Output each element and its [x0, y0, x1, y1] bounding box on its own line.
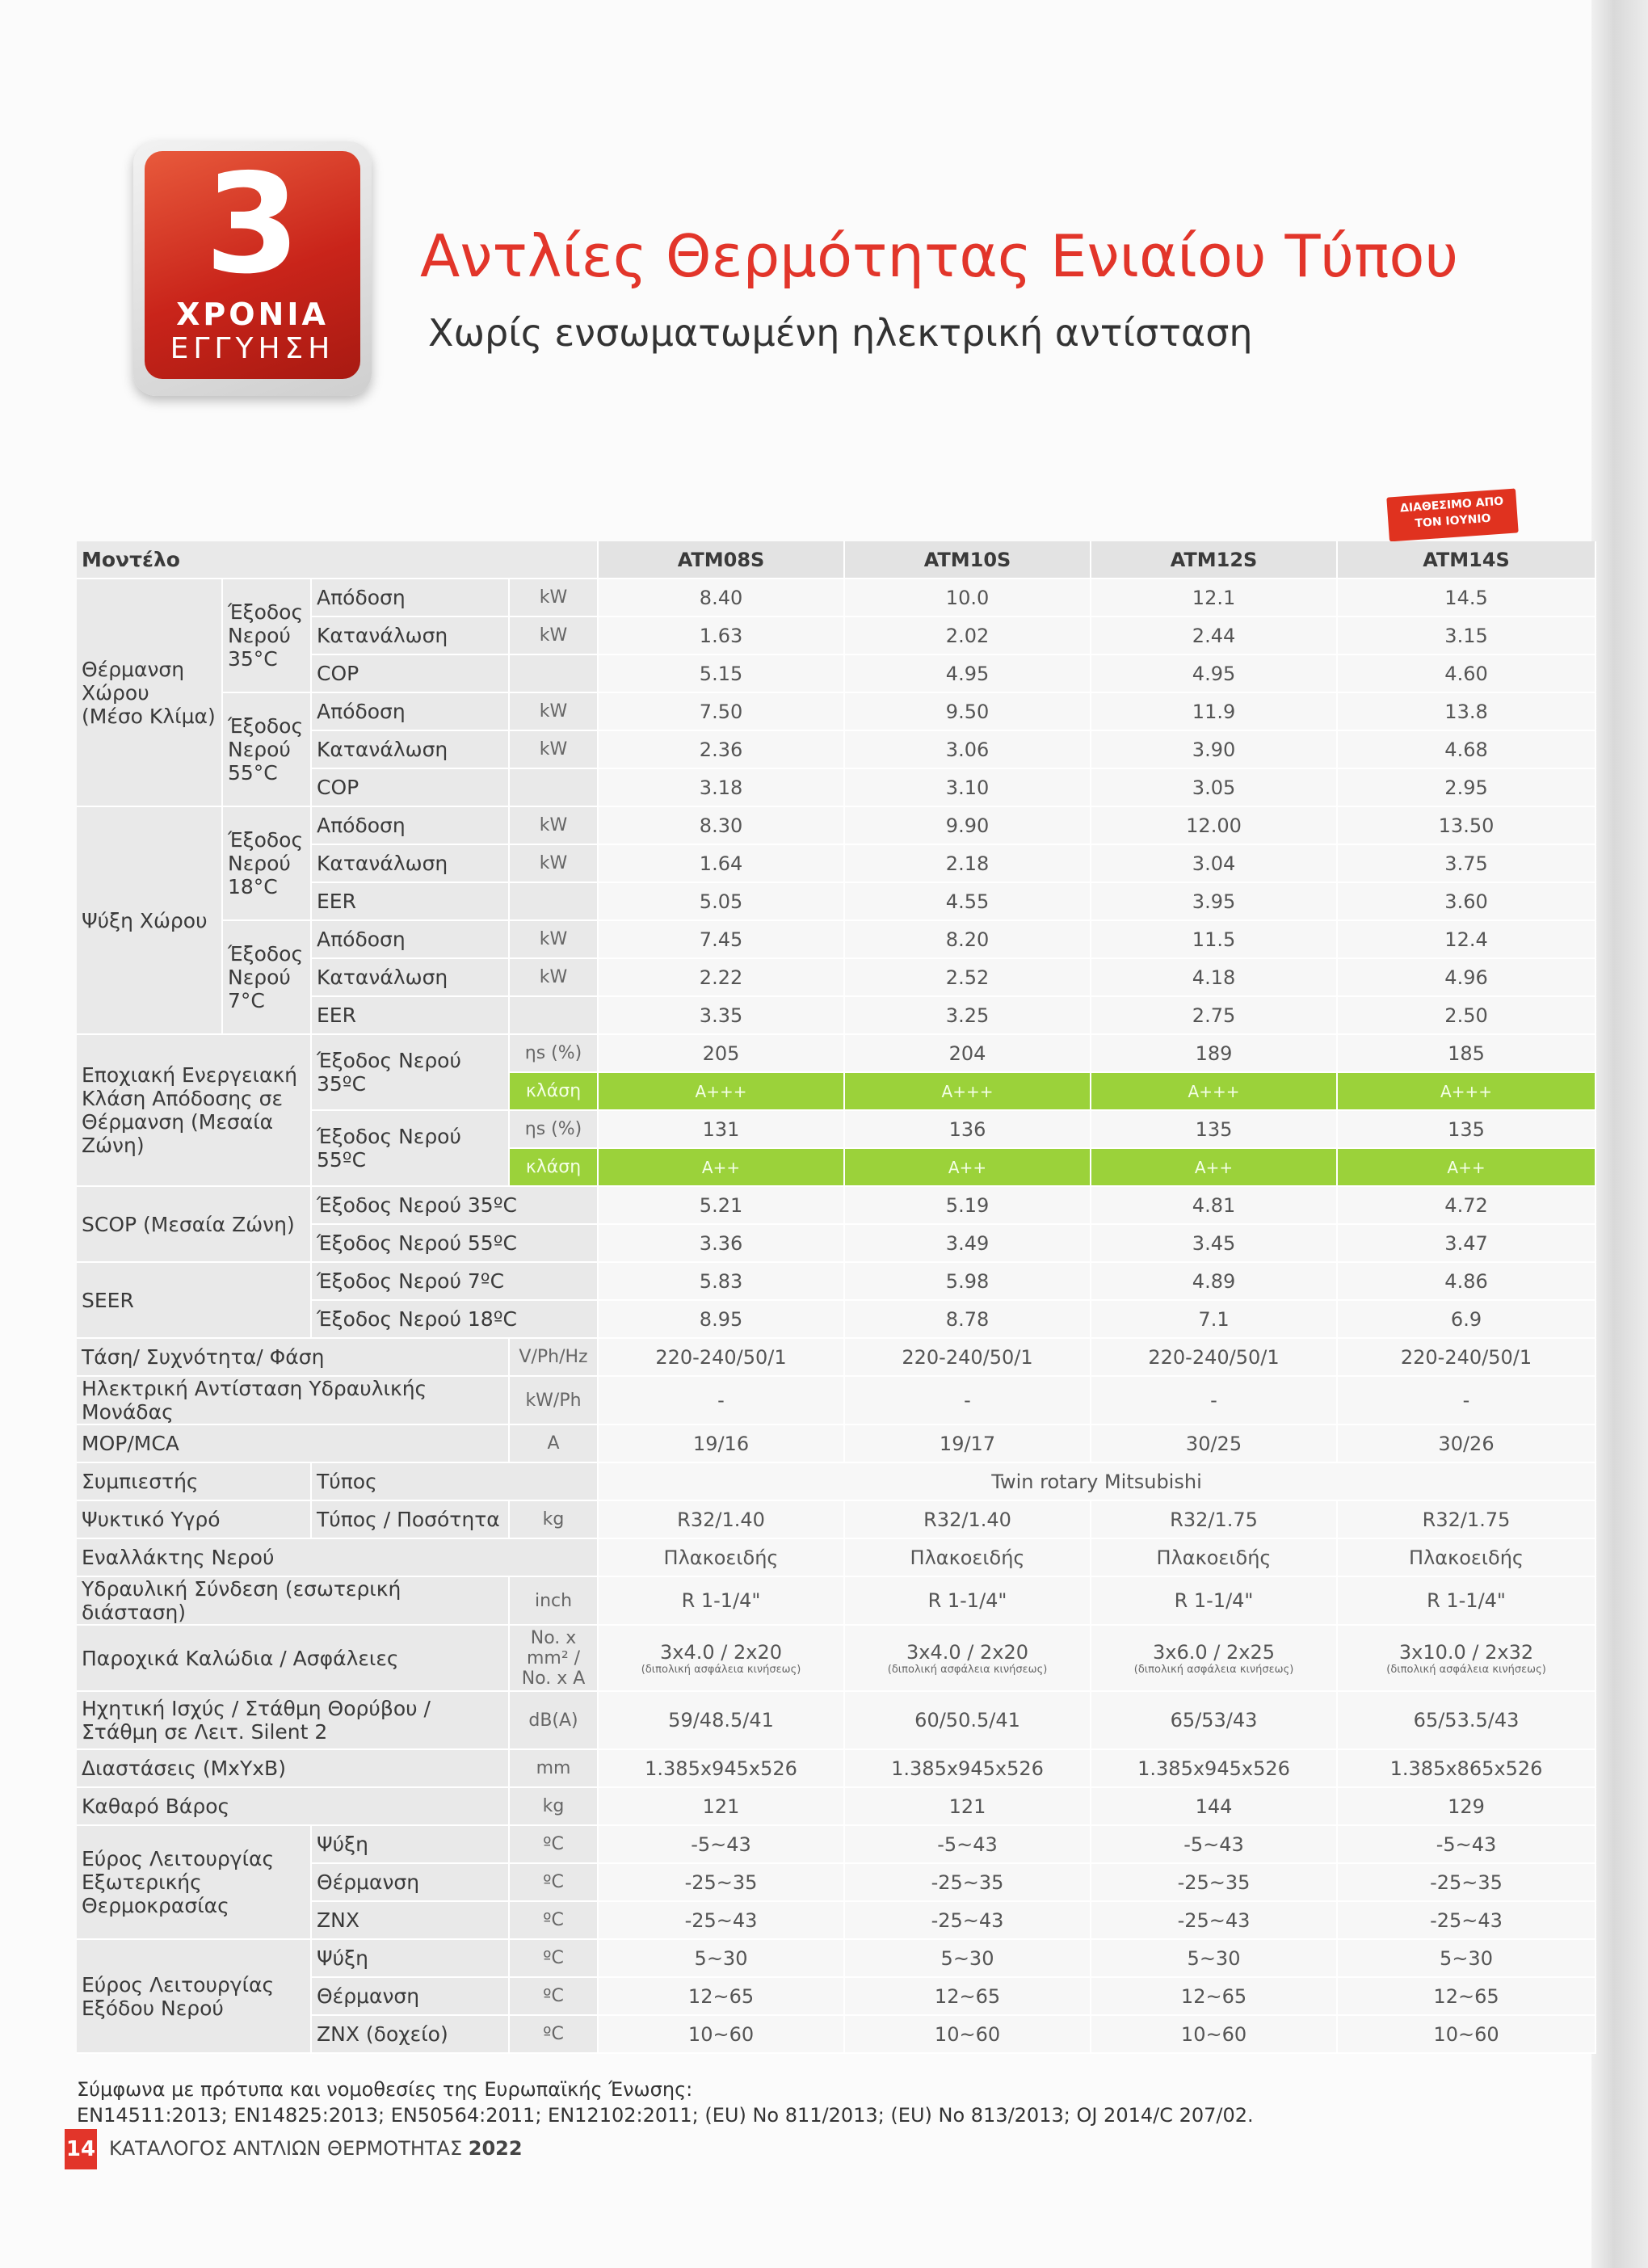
- value-cell: Πλακοειδής: [1337, 1538, 1595, 1576]
- value-cell: -25~43: [598, 1901, 844, 1939]
- water-outlet-label: Έξοδος Νερού 35°C: [222, 579, 311, 692]
- water-outlet-label: Έξοδος Νερού 55ºC: [311, 1110, 509, 1186]
- page-subtitle: Χωρίς ενσωματωμένη ηλεκτρική αντίσταση: [428, 311, 1253, 355]
- parameter-name: Κατανάλωση: [311, 958, 509, 996]
- value-cell: 1.385x945x526: [1091, 1749, 1337, 1787]
- value-cell: 11.9: [1091, 692, 1337, 730]
- value-cell: R32/1.75: [1337, 1500, 1595, 1538]
- value-cell: 135: [1091, 1110, 1337, 1148]
- parameter-name: Διαστάσεις (ΜxΥxΒ): [77, 1749, 509, 1787]
- value-cell: A++: [598, 1148, 844, 1186]
- parameter-name: Εναλλάκτης Νερού: [77, 1538, 598, 1576]
- parameter-name: Θέρμανση: [311, 1863, 509, 1901]
- value-cell: 129: [1337, 1787, 1595, 1825]
- unit-cell: κλάση: [509, 1148, 598, 1186]
- parameter-name: COP: [311, 654, 509, 692]
- value-cell: 2.22: [598, 958, 844, 996]
- table-row: [77, 920, 1595, 958]
- parameter-name: Απόδοση: [311, 806, 509, 844]
- value-cell: 9.90: [844, 806, 1091, 844]
- value-cell: 5.19: [844, 1186, 1091, 1224]
- catalog-year: 2022: [468, 2137, 523, 2160]
- value-cell: 3.45: [1091, 1224, 1337, 1262]
- value-cell: 12~65: [1091, 1977, 1337, 2015]
- parameter-name: Υδραυλική Σύνδεση (εσωτερική διάσταση): [77, 1576, 509, 1625]
- unit-cell: A: [509, 1424, 598, 1462]
- value-cell: 13.50: [1337, 806, 1595, 844]
- unit-cell: kW: [509, 579, 598, 616]
- value-cell: 1.385x865x526: [1337, 1749, 1595, 1787]
- value-cell: 8.40: [598, 579, 844, 616]
- value-cell: A+++: [1091, 1072, 1337, 1110]
- value-cell: 3.90: [1091, 730, 1337, 768]
- group-label: Ψύξη Χώρου: [77, 806, 222, 1034]
- footnote-line1: Σύμφωνα με πρότυπα και νομοθεσίες της Ευρωπαϊκής Ένωσης:: [77, 2078, 693, 2101]
- unit-cell: ºC: [509, 1901, 598, 1939]
- cable-value: 3x4.0 / 2x20: [906, 1640, 1029, 1664]
- parameter-name: Παροχικά Καλώδια / Ασφάλειες: [77, 1625, 509, 1691]
- parameter-name: Καθαρό Βάρος: [77, 1787, 509, 1825]
- value-cell: 136: [844, 1110, 1091, 1148]
- value-cell: 220-240/50/1: [598, 1338, 844, 1376]
- parameter-name: Ψύξη: [311, 1939, 509, 1977]
- parameter-name: MOP/MCA: [77, 1424, 509, 1462]
- scop-label: SCOP (Μεσαία Ζώνη): [77, 1186, 311, 1262]
- value-cell: 205: [598, 1034, 844, 1072]
- value-cell: 65/53/43: [1091, 1691, 1337, 1749]
- value-cell: 4.96: [1337, 958, 1595, 996]
- page-number: 14: [65, 2129, 97, 2169]
- cable-note: (διπολική ασφάλεια κινήσεως): [1133, 1663, 1294, 1676]
- value-cell: 10~60: [1337, 2015, 1595, 2053]
- availability-line2: ΤΟΝ ΙΟΥΝΙΟ: [1415, 511, 1492, 531]
- water-outlet-label: Έξοδος Νερού 18°C: [222, 806, 311, 920]
- parameter-name: Έξοδος Νερού 7ºC: [311, 1262, 598, 1300]
- unit-cell: [509, 882, 598, 920]
- value-cell: -: [1091, 1376, 1337, 1424]
- cable-note: (διπολική ασφάλεια κινήσεως): [887, 1663, 1048, 1676]
- availability-ribbon: [1386, 488, 1518, 541]
- group-label: Θέρμανση Χώρου (Μέσο Κλίμα): [77, 579, 222, 806]
- value-cell: 10~60: [598, 2015, 844, 2053]
- value-cell: 19/16: [598, 1424, 844, 1462]
- value-cell: 2.75: [1091, 996, 1337, 1034]
- unit-cell: kW: [509, 692, 598, 730]
- value-cell: -25~43: [844, 1901, 1091, 1939]
- parameter-name: ZNX (δοχείο): [311, 2015, 509, 2053]
- value-cell: 220-240/50/1: [1337, 1338, 1595, 1376]
- value-cell: 3.49: [844, 1224, 1091, 1262]
- table-row: [77, 1034, 1595, 1072]
- value-cell: 3.36: [598, 1224, 844, 1262]
- value-cell: 2.95: [1337, 768, 1595, 806]
- model-header: ATM10S: [844, 541, 1091, 579]
- unit-cell: kg: [509, 1787, 598, 1825]
- value-cell: 30/25: [1091, 1424, 1337, 1462]
- value-cell: Πλακοειδής: [844, 1538, 1091, 1576]
- table-row: [77, 1625, 1595, 1691]
- unit-cell: kW: [509, 844, 598, 882]
- value-cell: 1.385x945x526: [844, 1749, 1091, 1787]
- value-cell: 3.05: [1091, 768, 1337, 806]
- value-cell: 4.95: [844, 654, 1091, 692]
- value-cell: Πλακοειδής: [598, 1538, 844, 1576]
- value-cell: 204: [844, 1034, 1091, 1072]
- water-outlet-label: Έξοδος Νερού 55°C: [222, 692, 311, 806]
- value-cell: 185: [1337, 1034, 1595, 1072]
- value-cell: -25~35: [1091, 1863, 1337, 1901]
- table-row: [77, 1376, 1595, 1424]
- value-cell: 7.1: [1091, 1300, 1337, 1338]
- value-cell: 3.18: [598, 768, 844, 806]
- catalog-name: ΚΑΤΑΛΟΓΟΣ ΑΝΤΛΙΩΝ ΘΕΡΜΟΤΗΤΑΣ: [109, 2137, 463, 2160]
- table-row: [77, 1338, 1595, 1376]
- unit-cell: [509, 996, 598, 1034]
- value-cell: A+++: [844, 1072, 1091, 1110]
- value-cell: -25~35: [598, 1863, 844, 1901]
- value-cell: -5~43: [598, 1825, 844, 1863]
- seer-label: SEER: [77, 1262, 311, 1338]
- value-cell: 4.68: [1337, 730, 1595, 768]
- value-cell: 10.0: [844, 579, 1091, 616]
- table-row: [77, 1424, 1595, 1462]
- value-cell: -25~35: [844, 1863, 1091, 1901]
- value-cell: R32/1.40: [844, 1500, 1091, 1538]
- value-cell: A++: [1337, 1148, 1595, 1186]
- model-header-label: Μοντέλο: [77, 541, 598, 579]
- value-cell: 1.64: [598, 844, 844, 882]
- parameter-name: Θέρμανση: [311, 1977, 509, 2015]
- value-cell: [1337, 1625, 1595, 1691]
- value-cell: 5.15: [598, 654, 844, 692]
- value-cell: 4.55: [844, 882, 1091, 920]
- value-cell: 12~65: [844, 1977, 1091, 2015]
- value-cell: 11.5: [1091, 920, 1337, 958]
- unit-cell: kW: [509, 920, 598, 958]
- value-cell: [1091, 1625, 1337, 1691]
- value-cell: 4.81: [1091, 1186, 1337, 1224]
- warranty-label: ΕΓΓΥΗΣΗ: [170, 332, 335, 365]
- water-outlet-label: Έξοδος Νερού 35ºC: [311, 1034, 509, 1110]
- value-cell: -: [844, 1376, 1091, 1424]
- value-cell: 2.36: [598, 730, 844, 768]
- value-cell: 3.10: [844, 768, 1091, 806]
- value-cell: 220-240/50/1: [844, 1338, 1091, 1376]
- unit-cell: kW: [509, 806, 598, 844]
- warranty-years-label: ΧΡΟΝΙΑ: [176, 297, 329, 332]
- seasonal-class-label: Εποχιακή Ενεργειακή Κλάση Απόδοσης σε Θέρμανση (Μεσαία Ζώνη): [77, 1034, 311, 1186]
- value-cell: 4.60: [1337, 654, 1595, 692]
- table-row: [77, 1262, 1595, 1300]
- parameter-name: Έξοδος Νερού 35ºC: [311, 1186, 598, 1224]
- value-cell: 131: [598, 1110, 844, 1148]
- value-cell: -: [1337, 1376, 1595, 1424]
- value-cell: 1.385x945x526: [598, 1749, 844, 1787]
- value-cell: -5~43: [844, 1825, 1091, 1863]
- cable-value: 3x10.0 / 2x32: [1398, 1640, 1534, 1664]
- parameter-name: EER: [311, 882, 509, 920]
- unit-cell: No. x mm² / No. x A: [509, 1625, 598, 1691]
- value-cell: [844, 1625, 1091, 1691]
- value-cell: 59/48.5/41: [598, 1691, 844, 1749]
- value-cell: R 1-1/4": [598, 1576, 844, 1625]
- spec-table: [77, 541, 1596, 2054]
- parameter-name: Ψύξη: [311, 1825, 509, 1863]
- value-cell: 4.89: [1091, 1262, 1337, 1300]
- unit-cell: V/Ph/Hz: [509, 1338, 598, 1376]
- spec-table-body: [77, 541, 1595, 2053]
- value-cell: 2.44: [1091, 616, 1337, 654]
- model-header: ATM14S: [1337, 541, 1595, 579]
- parameter-name: ZNX: [311, 1901, 509, 1939]
- parameter-name: Έξοδος Νερού 18ºC: [311, 1300, 598, 1338]
- parameter-name: Ηχητική Ισχύς / Στάθμη Θορύβου / Στάθμη σε Λειτ. Silent 2: [77, 1691, 509, 1749]
- unit-cell: kg: [509, 1500, 598, 1538]
- value-cell: 13.8: [1337, 692, 1595, 730]
- table-row: [77, 1691, 1595, 1749]
- value-cell: 7.50: [598, 692, 844, 730]
- value-cell: 4.72: [1337, 1186, 1595, 1224]
- availability-line1: ΔΙΑΘΕΣΙΜΟ ΑΠΟ: [1399, 494, 1504, 515]
- parameter-name: Απόδοση: [311, 692, 509, 730]
- parameter-name: Συμπιεστής: [77, 1462, 311, 1500]
- value-cell: A+++: [598, 1072, 844, 1110]
- value-cell: 189: [1091, 1034, 1337, 1072]
- value-cell: 3.60: [1337, 882, 1595, 920]
- value-cell: 8.20: [844, 920, 1091, 958]
- parameter-name: Τάση/ Συχνότητα/ Φάση: [77, 1338, 509, 1376]
- value-cell: 10~60: [844, 2015, 1091, 2053]
- table-row: [77, 1825, 1595, 1863]
- cable-value: 3x4.0 / 2x20: [660, 1640, 783, 1664]
- value-cell: R32/1.75: [1091, 1500, 1337, 1538]
- value-cell: 135: [1337, 1110, 1595, 1148]
- value-cell: 4.18: [1091, 958, 1337, 996]
- water-outlet-label: Έξοδος Νερού 7°C: [222, 920, 311, 1034]
- value-cell: 2.02: [844, 616, 1091, 654]
- value-cell: R 1-1/4": [844, 1576, 1091, 1625]
- value-cell: 12~65: [598, 1977, 844, 2015]
- parameter-sub: Τύπος: [311, 1462, 598, 1500]
- value-cell: 5.83: [598, 1262, 844, 1300]
- value-cell: -5~43: [1337, 1825, 1595, 1863]
- parameter-name: Απόδοση: [311, 920, 509, 958]
- value-cell: 3.15: [1337, 616, 1595, 654]
- cable-value: 3x6.0 / 2x25: [1153, 1640, 1276, 1664]
- unit-cell: kW/Ph: [509, 1376, 598, 1424]
- value-cell: 5.05: [598, 882, 844, 920]
- value-cell: A+++: [1337, 1072, 1595, 1110]
- value-cell: 12.4: [1337, 920, 1595, 958]
- parameter-name: Κατανάλωση: [311, 730, 509, 768]
- value-cell: 65/53.5/43: [1337, 1691, 1595, 1749]
- value-cell: 10~60: [1091, 2015, 1337, 2053]
- unit-cell: kW: [509, 730, 598, 768]
- value-cell: 2.50: [1337, 996, 1595, 1034]
- value-cell: -25~35: [1337, 1863, 1595, 1901]
- parameter-name: COP: [311, 768, 509, 806]
- value-cell: 1.63: [598, 616, 844, 654]
- value-cell: 7.45: [598, 920, 844, 958]
- value-cell: 4.86: [1337, 1262, 1595, 1300]
- value-cell: 12.00: [1091, 806, 1337, 844]
- unit-cell: kW: [509, 616, 598, 654]
- value-cell: 14.5: [1337, 579, 1595, 616]
- unit-cell: ºC: [509, 1825, 598, 1863]
- value-cell: A++: [844, 1148, 1091, 1186]
- value-cell: 3.47: [1337, 1224, 1595, 1262]
- table-row: [77, 1538, 1595, 1576]
- value-cell: 220-240/50/1: [1091, 1338, 1337, 1376]
- value-cell: 3.06: [844, 730, 1091, 768]
- parameter-name: EER: [311, 996, 509, 1034]
- value-cell: 144: [1091, 1787, 1337, 1825]
- parameter-name: Κατανάλωση: [311, 844, 509, 882]
- value-cell: 8.78: [844, 1300, 1091, 1338]
- value-cell: 12~65: [1337, 1977, 1595, 2015]
- unit-cell: ºC: [509, 1977, 598, 2015]
- table-row: [77, 692, 1595, 730]
- table-row: [77, 1787, 1595, 1825]
- parameter-name: Απόδοση: [311, 579, 509, 616]
- parameter-name: Έξοδος Νερού 55ºC: [311, 1224, 598, 1262]
- value-cell: 6.9: [1337, 1300, 1595, 1338]
- table-row: [77, 1186, 1595, 1224]
- value-cell: 5~30: [1337, 1939, 1595, 1977]
- catalog-footer: [109, 2137, 523, 2160]
- value-cell: A++: [1091, 1148, 1337, 1186]
- unit-cell: [509, 654, 598, 692]
- parameter-name: Ψυκτικό Υγρό: [77, 1500, 311, 1538]
- value-cell: 3.04: [1091, 844, 1337, 882]
- range-label: Εύρος Λειτουργίας Εξωτερικής Θερμοκρασίας: [77, 1825, 311, 1939]
- value-cell: 3.95: [1091, 882, 1337, 920]
- unit-cell: [509, 768, 598, 806]
- model-header: ATM08S: [598, 541, 844, 579]
- unit-cell: inch: [509, 1576, 598, 1625]
- value-cell: 2.18: [844, 844, 1091, 882]
- table-row: [77, 1500, 1595, 1538]
- footnote-line2: EN14511:2013; EN14825:2013; EN50564:2011; EN12102:2011; (EU) No 811/2013; (EU) No 813/2013; OJ 2014/C 207/02.: [77, 2104, 1254, 2127]
- value-cell: 5~30: [1091, 1939, 1337, 1977]
- value-cell: -25~43: [1337, 1901, 1595, 1939]
- unit-cell: ºC: [509, 1939, 598, 1977]
- page-title: Αντλίες Θερμότητας Ενιαίου Τύπου: [420, 222, 1459, 290]
- value-cell: 5.98: [844, 1262, 1091, 1300]
- value-cell: 12.1: [1091, 579, 1337, 616]
- unit-cell: kW: [509, 958, 598, 996]
- table-row: [77, 806, 1595, 844]
- value-cell: 8.95: [598, 1300, 844, 1338]
- value-cell: R 1-1/4": [1337, 1576, 1595, 1625]
- table-row: [77, 541, 1595, 579]
- value-cell: -: [598, 1376, 844, 1424]
- value-cell: -25~43: [1091, 1901, 1337, 1939]
- value-cell: 5~30: [844, 1939, 1091, 1977]
- table-row: [77, 579, 1595, 616]
- warranty-years: 3: [204, 145, 301, 305]
- value-cell: Twin rotary Mitsubishi: [598, 1462, 1595, 1500]
- table-row: [77, 1939, 1595, 1977]
- value-cell: 4.95: [1091, 654, 1337, 692]
- value-cell: [598, 1625, 844, 1691]
- range-label: Εύρος Λειτουργίας Εξόδου Νερού: [77, 1939, 311, 2053]
- warranty-badge: [133, 141, 372, 396]
- value-cell: 5.21: [598, 1186, 844, 1224]
- page-edge: [1591, 0, 1648, 2268]
- parameter-name: Ηλεκτρική Αντίσταση Υδραυλικής Μονάδας: [77, 1376, 509, 1424]
- unit-cell: mm: [509, 1749, 598, 1787]
- unit-cell: ºC: [509, 2015, 598, 2053]
- value-cell: -5~43: [1091, 1825, 1337, 1863]
- parameter-sub: Τύπος / Ποσότητα: [311, 1500, 509, 1538]
- cable-note: (διπολική ασφάλεια κινήσεως): [1386, 1663, 1546, 1676]
- value-cell: R32/1.40: [598, 1500, 844, 1538]
- value-cell: 2.52: [844, 958, 1091, 996]
- value-cell: 121: [598, 1787, 844, 1825]
- unit-cell: ηs (%): [509, 1110, 598, 1148]
- unit-cell: κλάση: [509, 1072, 598, 1110]
- value-cell: 3.35: [598, 996, 844, 1034]
- value-cell: 19/17: [844, 1424, 1091, 1462]
- value-cell: 8.30: [598, 806, 844, 844]
- value-cell: R 1-1/4": [1091, 1576, 1337, 1625]
- value-cell: 3.25: [844, 996, 1091, 1034]
- table-row: [77, 1749, 1595, 1787]
- unit-cell: dB(A): [509, 1691, 598, 1749]
- value-cell: 60/50.5/41: [844, 1691, 1091, 1749]
- unit-cell: ηs (%): [509, 1034, 598, 1072]
- value-cell: 5~30: [598, 1939, 844, 1977]
- value-cell: 3.75: [1337, 844, 1595, 882]
- value-cell: 9.50: [844, 692, 1091, 730]
- parameter-name: Κατανάλωση: [311, 616, 509, 654]
- value-cell: 30/26: [1337, 1424, 1595, 1462]
- unit-cell: ºC: [509, 1863, 598, 1901]
- table-row: [77, 1576, 1595, 1625]
- value-cell: Πλακοειδής: [1091, 1538, 1337, 1576]
- table-row: [77, 1462, 1595, 1500]
- model-header: ATM12S: [1091, 541, 1337, 579]
- value-cell: 121: [844, 1787, 1091, 1825]
- cable-note: (διπολική ασφάλεια κινήσεως): [641, 1663, 801, 1676]
